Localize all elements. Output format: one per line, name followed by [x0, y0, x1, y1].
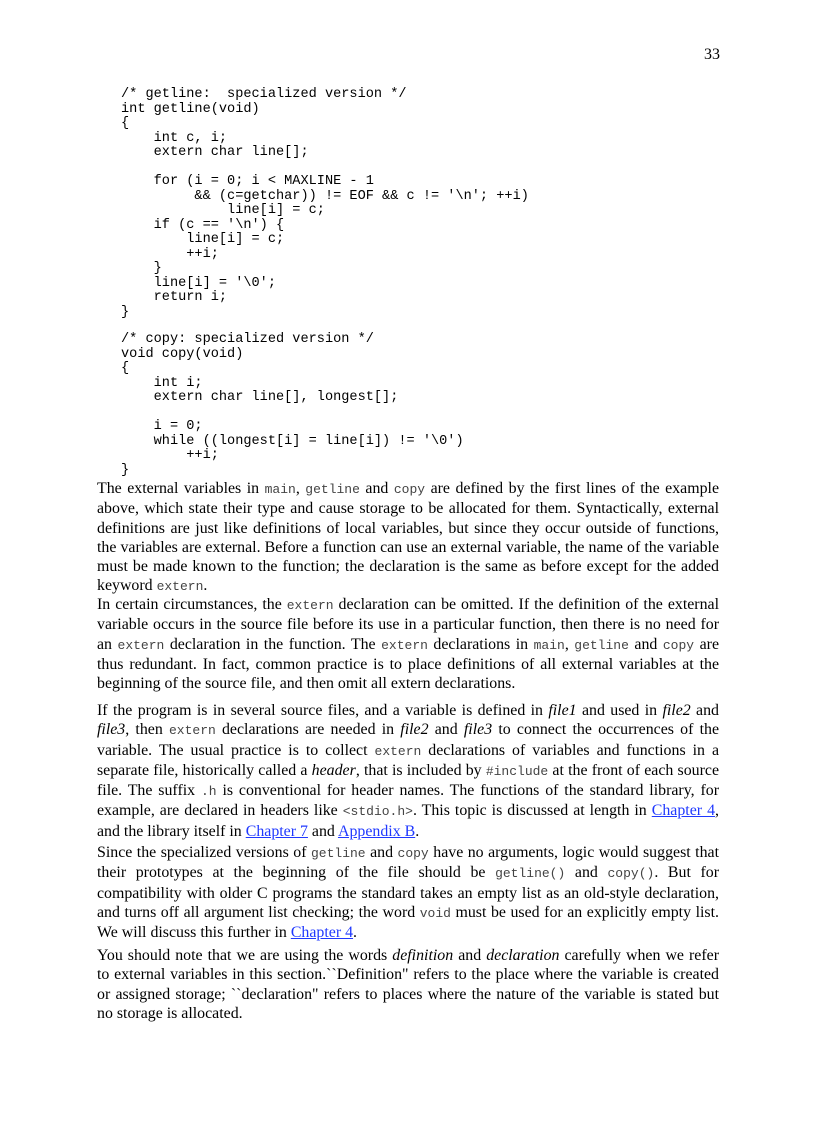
link-appendix-b[interactable]: Appendix B: [337, 822, 416, 840]
inline-code: getline: [305, 482, 360, 497]
text-run: at the front of each source file. The suffix: [97, 761, 720, 800]
emphasis: file3: [463, 721, 493, 739]
emphasis: header: [311, 761, 356, 779]
text-run: ,: [564, 635, 575, 653]
code-block-getline: /* getline: specialized version */ int getline(void) { int c, i; extern char line[]; for (i = 0; i < MAXLINE - 1 && (c=getchar)) != EOF && c != '\n'; ++i) line[i] = c; if (c == '\n') { line[i] = c; ++i; } line[i] = '\0'; return i; }: [121, 87, 529, 320]
inline-code: extern: [286, 598, 334, 613]
paragraph-external-variables: [97, 479, 719, 597]
text-run: and: [365, 844, 398, 861]
text-run: If the program is in several source files, and a variable is defined in: [97, 702, 549, 719]
inline-code: copy: [393, 482, 426, 497]
inline-code: extern: [156, 579, 204, 595]
text-run: carefully when we refer to external variables in this section.``Definition" refers to the place where the variable is created or assigned storage; ``declaration" refers to places where the nature of the variable is stated but no storage is allocated.: [97, 947, 719, 1022]
emphasis: declaration: [486, 947, 560, 964]
paragraph-definition-declaration: [97, 946, 719, 1023]
text-run: declaration can be omitted. If the definition of the external variable occurs in the source file before its use in a particular function, then there is no need for an: [97, 596, 719, 653]
inline-code: copy: [397, 846, 429, 861]
text-run: . But for compatibility with older C programs the standard takes an empty list as an old-style declaration, and turns off all argument list checking; the word: [97, 864, 720, 921]
text-run: and: [307, 822, 338, 840]
link-chapter-4[interactable]: Chapter 4: [290, 924, 354, 942]
text-run: The external variables in: [97, 480, 265, 497]
emphasis: file1: [548, 702, 577, 719]
inline-code: extern: [117, 637, 165, 653]
inline-code: extern: [168, 723, 216, 739]
text-run: , that is included by: [355, 761, 486, 779]
emphasis: file3: [97, 721, 126, 739]
link-chapter-4[interactable]: Chapter 4: [651, 802, 716, 820]
text-run: are thus redundant. In fact, common practice is to place definitions of all external variables at the beginning of the source file, and then omit all extern declarations.: [97, 635, 720, 693]
text-run: Since the specialized versions of: [97, 844, 311, 861]
text-run: to connect the occurrences of the variable. The usual practice is to collect: [97, 721, 720, 759]
inline-code: <stdio.h>: [342, 804, 413, 820]
text-run: In certain circumstances, the: [97, 596, 287, 613]
text-run: and used in: [576, 702, 663, 719]
text-run: .: [353, 924, 358, 942]
code-block-copy: /* copy: specialized version */ void copy(void) { int i; extern char line[], longest[]; i = 0; while ((longest[i] = line[i]) != '\0') ++i; }: [121, 332, 464, 478]
text-run: You should note that we are using the words: [97, 947, 393, 964]
text-run: and: [359, 480, 394, 497]
inline-code: copy: [662, 637, 695, 653]
text-run: declaration in the function. The: [164, 635, 382, 653]
text-run: and: [428, 721, 464, 739]
inline-code: copy(): [607, 866, 655, 882]
inline-code: getline: [310, 846, 366, 861]
text-run: must be used for an explicitly empty list. We will discuss this further in: [97, 903, 719, 942]
text-run: declarations in: [427, 635, 534, 653]
inline-code: extern: [374, 743, 422, 759]
text-run: . This topic is discussed at length in: [412, 802, 652, 820]
text-run: , then: [125, 721, 169, 739]
inline-code: .h: [200, 784, 217, 800]
inline-code: getline: [574, 637, 629, 653]
emphasis: file2: [662, 702, 691, 719]
text-run: and: [565, 864, 608, 882]
text-run: declarations of variables and functions in a separate file, historically called a: [97, 741, 719, 779]
emphasis: file2: [400, 721, 429, 739]
text-run: ,: [295, 480, 306, 497]
text-run: are defined by the first lines of the example above, which state their type and cause storage to be allocated for them. Syntactically, external definitions are just like definitions of local variables, but since they occur outside of functions, the variables are external. Before a function can use an external variable, the name of the variable must be made known to the function; the declaration is the same as before except for the added keyword: [97, 480, 720, 595]
text-run: and: [453, 947, 487, 964]
paragraph-several-source-files: [97, 701, 719, 841]
page-number: 33: [704, 46, 720, 63]
text-run: declarations are needed in: [215, 721, 401, 739]
inline-code: extern: [381, 637, 428, 653]
paragraph-void-prototypes: [97, 843, 719, 942]
text-run: and: [690, 702, 720, 719]
text-run: .: [415, 822, 420, 840]
inline-code: main: [533, 637, 565, 653]
inline-code: #include: [485, 763, 549, 779]
inline-code: void: [419, 905, 451, 921]
inline-code: getline(): [495, 866, 566, 882]
paragraph-extern-omitted: [97, 595, 719, 693]
text-run: have no arguments, logic would suggest that their prototypes at the beginning of the file should be: [97, 844, 719, 882]
text-run: is conventional for header names. The functions of the standard library, for example, are declared in headers like: [97, 782, 719, 820]
text-run: .: [203, 577, 208, 595]
text-run: , and the library itself in: [97, 802, 720, 840]
emphasis: definition: [392, 947, 454, 964]
text-run: and: [628, 635, 663, 653]
inline-code: main: [264, 482, 296, 497]
link-chapter-7[interactable]: Chapter 7: [245, 822, 308, 840]
